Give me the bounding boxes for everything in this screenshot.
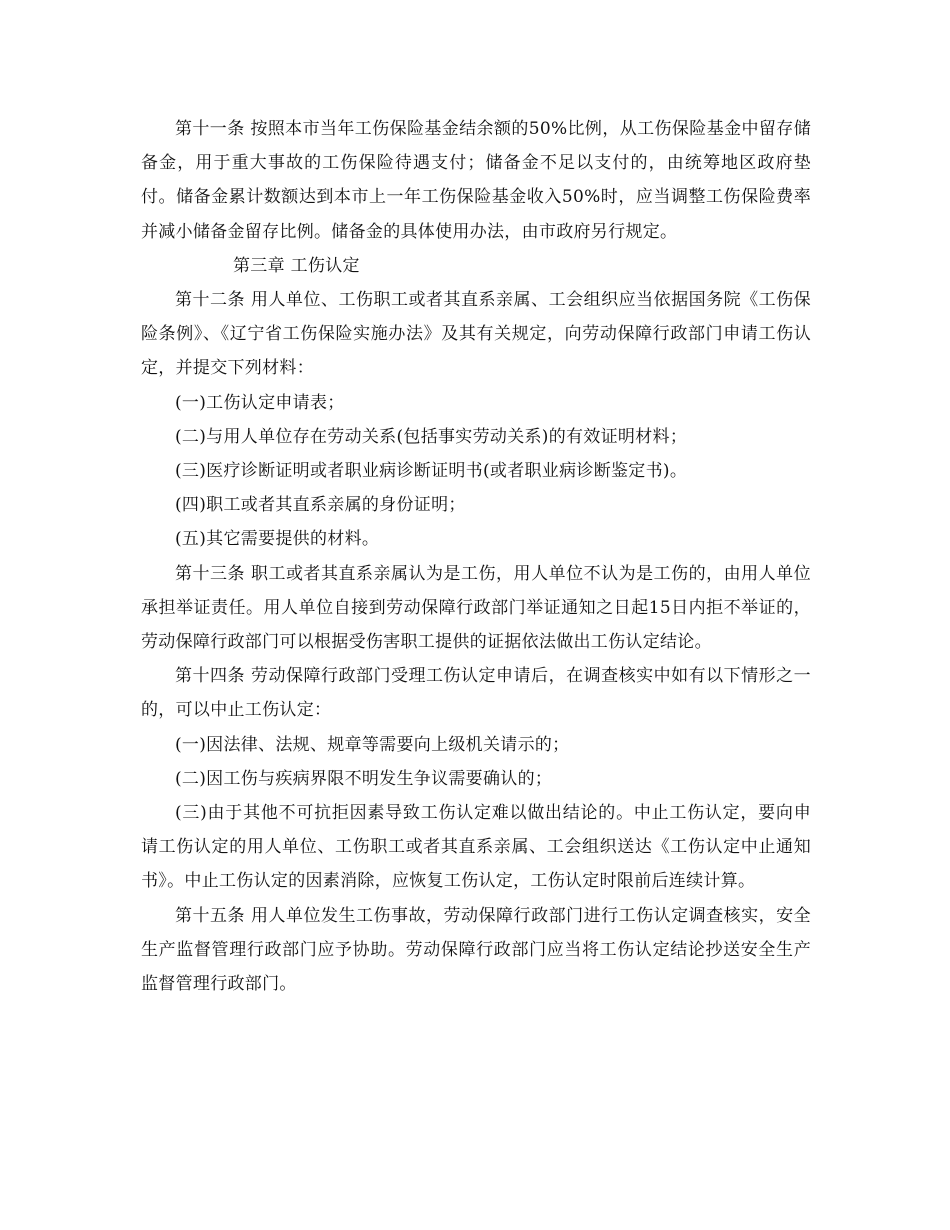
article-12-item-5: (五)其它需要提供的材料。: [175, 529, 380, 550]
chapter-3-heading: 第三章 工伤认定: [233, 255, 360, 276]
article-12-item-4: (四)职工或者其直系亲属的身份证明；: [175, 495, 466, 516]
document-body: [141, 112, 811, 1001]
article-14-item-2: (二)因工伤与疾病界限不明发生争议需要确认的；: [175, 768, 553, 789]
article-13-paragraph: 第十三条 职工或者其直系亲属认为是工伤，用人单位不认为是工伤的，由用人单位承担举证责任。用人单位自接到劳动保障行政部门举证通知之日起15日内拒不举证的，劳动保障行政部门可以根据受伤害职工提供的证据依法做出工伤认定结论。: [141, 563, 811, 653]
article-12-paragraph: 第十二条 用人单位、工伤职工或者其直系亲属、工会组织应当依据国务院《工伤保险条例》、《辽宁省工伤保险实施办法》及其有关规定，向劳动保障行政部门申请工伤认定，并提交下列材料：: [141, 290, 811, 379]
article-12-item-1: (一)工伤认定申请表；: [175, 392, 345, 413]
article-15-paragraph: 第十五条 用人单位发生工伤事故，劳动保障行政部门进行工伤认定调查核实，安全生产监督管理行政部门应予协助。劳动保障行政部门应当将工伤认定结论抄送安全生产监督管理行政部门。: [141, 905, 811, 995]
article-11-paragraph: 第十一条 按照本市当年工伤保险基金结余额的50%比例，从工伤保险基金中留存储备金，用于重大事故的工伤保险待遇支付；储备金不足以支付的，由统筹地区政府垫付。储备金累计数额达到本市上一年工伤保险基金收入50%时，应当调整工伤保险费率并减小储备金留存比例。储备金的具体使用办法，由市政府另行规定。: [141, 119, 811, 242]
article-12-item-3: (三)医疗诊断证明或者职业病诊断证明书(或者职业病诊断鉴定书)。: [175, 461, 688, 482]
article-12-item-2: (二)与用人单位存在劳动关系(包括事实劳动关系)的有效证明材料；: [175, 426, 688, 447]
article-14-item-1: (一)因法律、法规、规章等需要向上级机关请示的；: [175, 734, 570, 755]
article-14-paragraph: 第十四条 劳动保障行政部门受理工伤认定申请后，在调查核实中如有以下情形之一的，可以中止工伤认定：: [141, 666, 811, 721]
article-14-item-3: (三)由于其他不可抗拒因素导致工伤认定难以做出结论的。中止工伤认定，要向申请工伤认定的用人单位、工伤职工或者其直系亲属、工会组织送达《工伤认定中止通知书》。中止工伤认定的因素消除，应恢复工伤认定，工伤认定时限前后连续计算。: [141, 803, 811, 892]
